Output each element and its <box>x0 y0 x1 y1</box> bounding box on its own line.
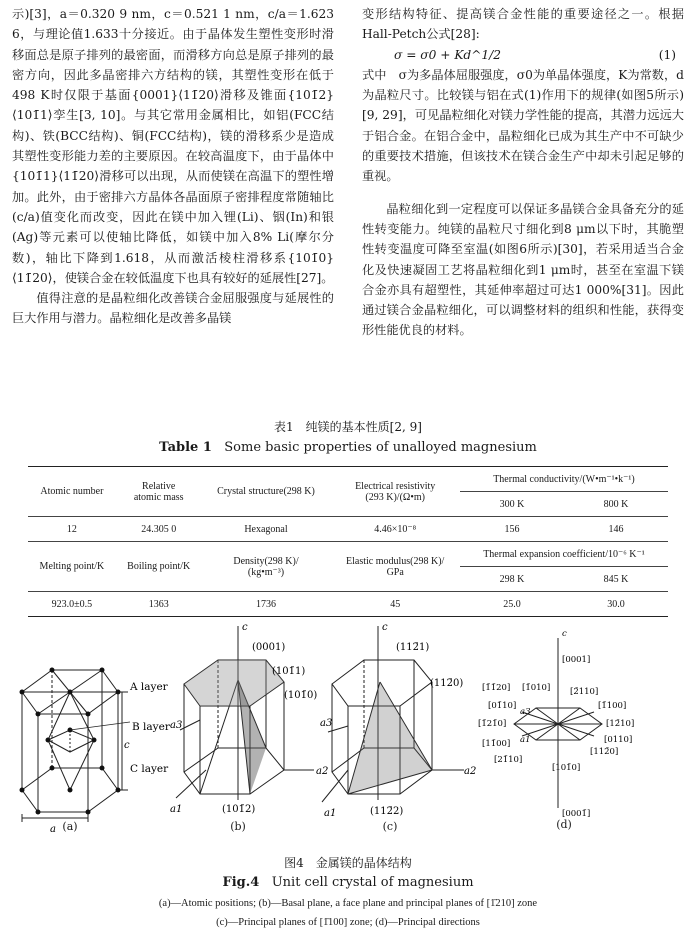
label-d-a1: a1 <box>520 735 531 745</box>
label-d-0110: [01̄10] <box>488 701 517 711</box>
label-d-1-120: [1̄1̄20] <box>482 683 511 693</box>
figure-subcaption-2: (c)—Principal planes of [1̄100] zone; (d)—Principal directions <box>216 917 480 928</box>
label-d-c: c <box>562 629 567 639</box>
label-b-a1: a1 <box>170 804 183 815</box>
label-c-c: c <box>382 622 388 633</box>
subfig-a-label: (a) <box>62 820 78 833</box>
figure-d-principal-directions <box>478 628 688 818</box>
label-c-11-22: (112̄2) <box>370 806 404 817</box>
label-d-1210: [1̄21̄0] <box>478 719 507 729</box>
label-b-a3: a3 <box>170 720 183 731</box>
th-relative-mass: Relative atomic mass <box>133 480 184 503</box>
table-caption-text: Some basic properties of unalloyed magnesium <box>224 440 537 455</box>
label-d-1100: [1̄100] <box>598 701 627 711</box>
figure-caption-label: Fig.4 <box>222 875 260 890</box>
th-exp-845: 845 K <box>603 573 629 585</box>
figure-caption-cn: 图4 金属镁的晶体结构 <box>284 856 412 870</box>
figure-b-basal-planes <box>166 620 336 820</box>
label-d-21-10: [21̄10] <box>494 755 523 765</box>
figure-caption-text: Unit cell crystal of magnesium <box>271 875 474 890</box>
left-paragraph-1: 示)[3]，a＝0.320 9 nm，c＝0.521 1 nm，c/a＝1.623 6，与理论值1.633十分接近。由于晶体发生塑性变形时滑移面总是原子排列的最密面，而滑移方向总是原子排列的最密方向，因此多晶密排六方结构的镁，其塑性变形在低于498 K时仅限于基面{0001}⟨11̄20⟩滑移及锥面{101̄2}⟨101̄1⟩孪生[3, 10]。与其它常用金属相比，如铝(FCC结构)、铁(BCC结构)、铜(FCC结构)，镁的滑移系少是造成其塑性变形能力差的主要原因。在较高温度下，由于晶体中{101̄1}⟨11̄20⟩滑移可以出现，从而使镁在高温下的塑性增加。此外，由于密排六方晶体各晶面原子密排程度常随轴比(c/a)值变化而改变，因此在镁中加入锂(Li)、铟(In)和银(Ag)等元素可以使轴比降低，如镁中加入8% Li(摩尔分数)，轴比下降到1.618，从而激活棱柱滑移系{101̄0}⟨11̄20⟩，使镁合金在较低温度下也具有较好的延展性[27]。 <box>12 7 334 285</box>
label-d-2110: [2̄110] <box>570 687 599 697</box>
figure-a-atomic-positions <box>10 640 183 840</box>
subfig-b-label: (b) <box>230 820 246 833</box>
th-atomic-number: Atomic number <box>40 486 104 497</box>
subfig-d-label: (d) <box>556 818 572 831</box>
right-paragraph-1: 变形结构特征、提高镁合金性能的重要途径之一。根据Hall-Petch公式[28]: <box>362 7 684 42</box>
th-conductivity: Thermal conductivity/(W•m⁻¹•k⁻¹) <box>460 467 668 492</box>
th-cond-800: 800 K <box>603 498 629 510</box>
table-caption-label: Table 1 <box>159 440 212 455</box>
label-b-c: c <box>242 622 248 633</box>
label-b-10-10: (101̄0) <box>284 690 318 701</box>
label-c-a1: a1 <box>324 808 337 819</box>
th-boiling: Boiling point/K <box>127 561 191 572</box>
th-expansion: Thermal expansion coefficient/10⁻⁶ K⁻¹ <box>460 542 668 567</box>
label-b-10-11: (101̄1) <box>272 666 306 677</box>
label-d-1010: [1̄010] <box>522 683 551 693</box>
label-c-layer: C layer <box>130 763 169 775</box>
th-cond-300: 300 K <box>499 498 525 510</box>
formula-number: (1) <box>658 47 676 62</box>
label-c-axis: c <box>124 740 130 751</box>
th-elastic: Elastic modulus(298 K)/ GPa <box>346 555 445 578</box>
figure-c-principal-planes <box>318 620 488 820</box>
th-density: Density(298 K)/ (kg•m⁻³) <box>233 555 299 578</box>
label-d-12-10: [12̄10] <box>606 719 635 729</box>
th-melting: Melting point/K <box>39 561 105 572</box>
table-row: 12 24.305 0 Hexagonal 4.46×10⁻⁸ 156 146 <box>28 517 668 542</box>
label-b-10-12: (101̄2) <box>222 804 256 815</box>
left-text-column <box>12 4 334 329</box>
left-paragraph-2: 值得注意的是晶粒细化改善镁合金屈服强度与延展性的巨大作用与潜力。晶粒细化是改善多晶镁 <box>12 291 334 326</box>
hall-petch-formula <box>362 45 684 65</box>
label-a-axis: a <box>50 824 56 835</box>
label-c-11-20: (112̄0) <box>430 678 464 689</box>
table-caption-en <box>0 440 696 455</box>
right-text-column <box>362 4 684 341</box>
table-caption-cn: 表1 纯镁的基本性质[2, 9] <box>274 420 422 434</box>
properties-table <box>28 466 668 617</box>
label-c-a3: a3 <box>320 718 333 729</box>
right-paragraph-2: 式中 σ为多晶体屈服强度，σ0为单晶体强度，K为常数，d为晶粒尺寸。比较镁与铝在式(1)作用下的规律(如图5所示)[9, 29]，可见晶粒细化对镁力学性能的提高，其潜力远远大于铝合金。在铝合金中，晶粒细化已成为其生产中不可缺少的重要技术措施，但该技术在镁合金生产中却未引起足够的重视。 <box>362 67 684 184</box>
formula-expression: σ = σ0 + Kd^1/2 <box>394 47 502 62</box>
label-d-1120: [112̄0] <box>590 747 619 757</box>
table-row: 923.0±0.5 1363 1736 45 25.0 30.0 <box>28 592 668 617</box>
label-d-0001: [0001] <box>562 655 591 665</box>
label-c-11-21: (112̄1) <box>396 642 430 653</box>
label-d-a3: a3 <box>520 707 531 717</box>
label-a-layer: A layer <box>130 681 168 693</box>
label-c-a2: a2 <box>464 766 477 777</box>
label-d-1010b: [101̄0] <box>552 763 581 773</box>
label-b-layer: B layer <box>132 721 170 733</box>
label-d-11-00: [11̄00] <box>482 739 511 749</box>
label-b-a2: a2 <box>316 766 329 777</box>
subfig-c-label: (c) <box>382 820 398 833</box>
th-exp-298: 298 K <box>499 573 525 585</box>
figure-caption-en <box>0 875 696 890</box>
label-d-0110b: [0110] <box>604 735 633 745</box>
label-b-0001: (0001) <box>252 642 286 653</box>
th-crystal-structure: Crystal structure(298 K) <box>217 486 315 497</box>
right-paragraph-3: 晶粒细化到一定程度可以保证多晶镁合金具备充分的延性转变能力。纯镁的晶粒尺寸细化到8 μm以下时，其脆塑性转变温度可降至室温(如图6所示)[30]，若采用适当合金化及快速凝固工艺将晶粒细化到1 μm时，甚至在室温下镁合金亦具有超塑性，其延伸率超过可达1 000%[31]。因此通过镁合金晶粒细化，可以调整材料的组织和性能，获得变形性能优良的材料。 <box>362 201 684 338</box>
figure-subcaption-1: (a)—Atomic positions; (b)—Basal plane, a face plane and principal planes of [1̄210] zone <box>158 898 538 909</box>
th-resistivity: Electrical resistivity (293 K)/(Ω•m) <box>355 480 436 503</box>
label-d-0001b: [0001̄] <box>562 809 591 818</box>
